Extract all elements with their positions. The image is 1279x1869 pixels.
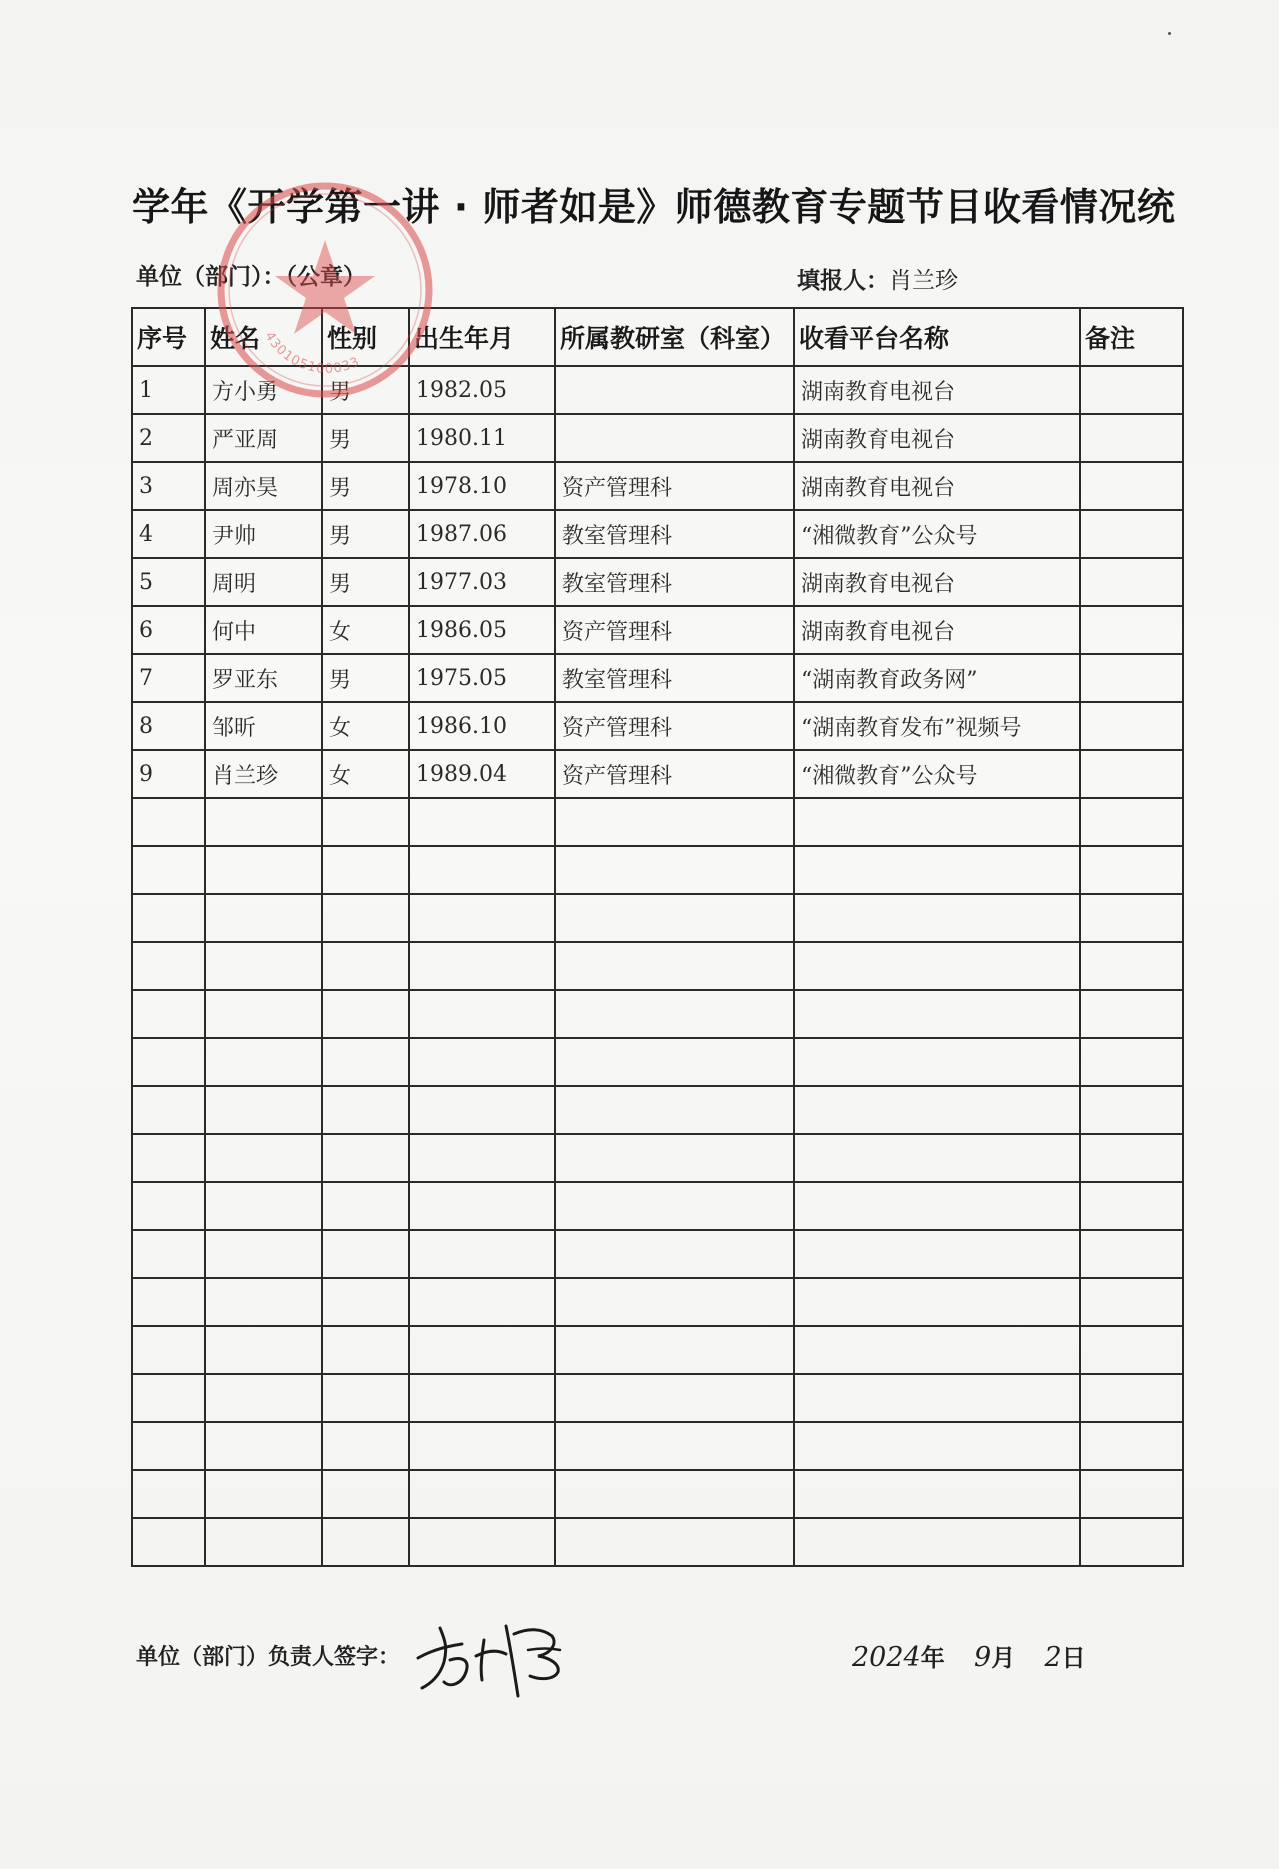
- cell-dept-empty: [555, 846, 794, 894]
- cell-note: [1080, 558, 1183, 606]
- table-row: [132, 606, 1183, 654]
- cell-dept-empty: [555, 1422, 794, 1470]
- cell-gender-empty: [322, 1518, 409, 1566]
- cell-name-empty: [205, 846, 322, 894]
- cell-name-empty: [205, 1470, 322, 1518]
- empty-table-row: [132, 1470, 1183, 1518]
- cell-name-empty: [205, 1326, 322, 1374]
- handwritten-signature: [410, 1610, 580, 1700]
- header-name: 姓名: [205, 308, 322, 366]
- table-header-row: [132, 308, 1183, 366]
- cell-birth-empty: [409, 1278, 555, 1326]
- cell-name-empty: [205, 1278, 322, 1326]
- cell-note-empty: [1080, 990, 1183, 1038]
- cell-birth-empty: [409, 990, 555, 1038]
- cell-gender: 男: [322, 654, 409, 702]
- cell-gender-empty: [322, 846, 409, 894]
- cell-name-empty: [205, 990, 322, 1038]
- cell-note: [1080, 414, 1183, 462]
- table-row: [132, 510, 1183, 558]
- header-birth: 出生年月: [409, 308, 555, 366]
- cell-no-empty: [132, 798, 205, 846]
- cell-birth-empty: [409, 1134, 555, 1182]
- empty-table-row: [132, 1134, 1183, 1182]
- cell-gender-empty: [322, 1182, 409, 1230]
- header-gender: 性别: [322, 308, 409, 366]
- cell-dept: 资产管理科: [555, 606, 794, 654]
- cell-note-empty: [1080, 1518, 1183, 1566]
- cell-birth: 1987.06: [409, 510, 555, 558]
- cell-platform-empty: [794, 1422, 1080, 1470]
- table-row: [132, 366, 1183, 414]
- cell-platform-empty: [794, 1374, 1080, 1422]
- document-title: 学年《开学第一讲 · 师者如是》师德教育专题节目收看情况统: [132, 185, 1176, 229]
- cell-no-empty: [132, 1278, 205, 1326]
- cell-platform-empty: [794, 942, 1080, 990]
- cell-platform-empty: [794, 1038, 1080, 1086]
- cell-birth-empty: [409, 1086, 555, 1134]
- cell-no-empty: [132, 1422, 205, 1470]
- cell-no: 6: [132, 606, 205, 654]
- cell-gender: 男: [322, 414, 409, 462]
- table-row: [132, 558, 1183, 606]
- cell-no-empty: [132, 1326, 205, 1374]
- viewing-roster-table: [131, 307, 1184, 1567]
- empty-table-row: [132, 942, 1183, 990]
- cell-no-empty: [132, 1038, 205, 1086]
- cell-dept-empty: [555, 1182, 794, 1230]
- cell-name: 方小勇: [205, 366, 322, 414]
- empty-table-row: [132, 1422, 1183, 1470]
- date-day: 2: [1044, 1642, 1062, 1673]
- cell-name-empty: [205, 894, 322, 942]
- cell-gender: 男: [322, 558, 409, 606]
- cell-note-empty: [1080, 1422, 1183, 1470]
- cell-birth-empty: [409, 942, 555, 990]
- cell-birth-empty: [409, 1230, 555, 1278]
- empty-table-row: [132, 990, 1183, 1038]
- cell-note-empty: [1080, 846, 1183, 894]
- empty-table-row: [132, 1182, 1183, 1230]
- cell-birth: 1978.10: [409, 462, 555, 510]
- cell-no-empty: [132, 1230, 205, 1278]
- cell-name-empty: [205, 1086, 322, 1134]
- cell-no-empty: [132, 1134, 205, 1182]
- cell-platform-empty: [794, 1518, 1080, 1566]
- empty-table-row: [132, 1038, 1183, 1086]
- cell-name-empty: [205, 1422, 322, 1470]
- cell-platform-empty: [794, 990, 1080, 1038]
- cell-birth: 1975.05: [409, 654, 555, 702]
- cell-platform-empty: [794, 1326, 1080, 1374]
- cell-no-empty: [132, 1374, 205, 1422]
- empty-table-row: [132, 1086, 1183, 1134]
- cell-name: 周亦昊: [205, 462, 322, 510]
- cell-platform-empty: [794, 1230, 1080, 1278]
- cell-gender-empty: [322, 894, 409, 942]
- cell-birth-empty: [409, 1182, 555, 1230]
- cell-note-empty: [1080, 942, 1183, 990]
- reporter-line: [797, 262, 958, 295]
- cell-no-empty: [132, 990, 205, 1038]
- cell-birth-empty: [409, 798, 555, 846]
- cell-platform: 湖南教育电视台: [794, 606, 1080, 654]
- cell-no-empty: [132, 1086, 205, 1134]
- cell-note-empty: [1080, 1182, 1183, 1230]
- cell-gender-empty: [322, 1278, 409, 1326]
- cell-gender: 男: [322, 510, 409, 558]
- cell-name-empty: [205, 1134, 322, 1182]
- cell-note-empty: [1080, 1326, 1183, 1374]
- cell-name: 周明: [205, 558, 322, 606]
- empty-table-row: [132, 846, 1183, 894]
- cell-gender-empty: [322, 990, 409, 1038]
- cell-birth: 1986.10: [409, 702, 555, 750]
- cell-platform: “湖南教育政务网”: [794, 654, 1080, 702]
- cell-no: 9: [132, 750, 205, 798]
- cell-name: 邹昕: [205, 702, 322, 750]
- cell-name-empty: [205, 1182, 322, 1230]
- cell-note-empty: [1080, 1278, 1183, 1326]
- cell-dept: [555, 366, 794, 414]
- cell-note-empty: [1080, 1374, 1183, 1422]
- empty-table-row: [132, 1326, 1183, 1374]
- cell-gender: 女: [322, 606, 409, 654]
- cell-birth-empty: [409, 894, 555, 942]
- cell-birth: 1986.05: [409, 606, 555, 654]
- cell-note: [1080, 750, 1183, 798]
- cell-platform-empty: [794, 1182, 1080, 1230]
- cell-name-empty: [205, 798, 322, 846]
- cell-platform-empty: [794, 846, 1080, 894]
- cell-note-empty: [1080, 1086, 1183, 1134]
- cell-platform: 湖南教育电视台: [794, 462, 1080, 510]
- cell-platform-empty: [794, 894, 1080, 942]
- cell-name: 罗亚东: [205, 654, 322, 702]
- cell-gender: 男: [322, 462, 409, 510]
- cell-name-empty: [205, 1518, 322, 1566]
- cell-dept: 教室管理科: [555, 558, 794, 606]
- cell-no-empty: [132, 894, 205, 942]
- table-row: [132, 414, 1183, 462]
- cell-birth-empty: [409, 1422, 555, 1470]
- cell-dept: [555, 414, 794, 462]
- date-day-unit: 日: [1061, 1644, 1086, 1672]
- cell-birth-empty: [409, 846, 555, 894]
- cell-no: 7: [132, 654, 205, 702]
- cell-gender-empty: [322, 1134, 409, 1182]
- table-row: [132, 462, 1183, 510]
- cell-gender: 男: [322, 366, 409, 414]
- empty-table-row: [132, 1518, 1183, 1566]
- cell-gender-empty: [322, 798, 409, 846]
- header-no: 序号: [132, 308, 205, 366]
- signature-label: 单位（部门）负责人签字：: [136, 1645, 401, 1670]
- cell-dept-empty: [555, 1470, 794, 1518]
- cell-platform: 湖南教育电视台: [794, 366, 1080, 414]
- cell-dept-empty: [555, 1230, 794, 1278]
- cell-note-empty: [1080, 1230, 1183, 1278]
- cell-name: 肖兰珍: [205, 750, 322, 798]
- cell-dept: 资产管理科: [555, 750, 794, 798]
- cell-name-empty: [205, 1038, 322, 1086]
- cell-gender-empty: [322, 1086, 409, 1134]
- cell-platform: “湘微教育”公众号: [794, 750, 1080, 798]
- cell-dept-empty: [555, 1086, 794, 1134]
- reporter-name: 肖兰珍: [889, 268, 958, 294]
- empty-table-row: [132, 1374, 1183, 1422]
- cell-no-empty: [132, 846, 205, 894]
- cell-birth-empty: [409, 1038, 555, 1086]
- cell-dept-empty: [555, 1038, 794, 1086]
- cell-note: [1080, 606, 1183, 654]
- cell-platform-empty: [794, 1470, 1080, 1518]
- cell-note-empty: [1080, 894, 1183, 942]
- cell-note-empty: [1080, 1038, 1183, 1086]
- cell-no: 3: [132, 462, 205, 510]
- cell-dept-empty: [555, 990, 794, 1038]
- cell-name: 何中: [205, 606, 322, 654]
- cell-platform-empty: [794, 1278, 1080, 1326]
- cell-name-empty: [205, 1374, 322, 1422]
- cell-gender-empty: [322, 1038, 409, 1086]
- cell-birth: 1980.11: [409, 414, 555, 462]
- cell-dept-empty: [555, 798, 794, 846]
- cell-no: 2: [132, 414, 205, 462]
- cell-note: [1080, 654, 1183, 702]
- cell-dept-empty: [555, 1374, 794, 1422]
- cell-gender-empty: [322, 1374, 409, 1422]
- cell-dept-empty: [555, 894, 794, 942]
- cell-birth-empty: [409, 1470, 555, 1518]
- cell-dept-empty: [555, 1518, 794, 1566]
- cell-gender-empty: [322, 1470, 409, 1518]
- reporter-label: 填报人：: [797, 268, 889, 294]
- table-row: [132, 750, 1183, 798]
- cell-platform: 湖南教育电视台: [794, 558, 1080, 606]
- header-platform: 收看平台名称: [794, 308, 1080, 366]
- cell-dept-empty: [555, 1278, 794, 1326]
- cell-birth: 1989.04: [409, 750, 555, 798]
- cell-platform: “湖南教育发布”视频号: [794, 702, 1080, 750]
- cell-birth-empty: [409, 1374, 555, 1422]
- empty-table-row: [132, 798, 1183, 846]
- cell-gender: 女: [322, 702, 409, 750]
- scan-speck: [1168, 32, 1171, 35]
- cell-note-empty: [1080, 798, 1183, 846]
- cell-name-empty: [205, 942, 322, 990]
- date-year: 2024: [852, 1642, 921, 1673]
- cell-birth-empty: [409, 1326, 555, 1374]
- empty-table-row: [132, 1278, 1183, 1326]
- cell-birth: 1982.05: [409, 366, 555, 414]
- cell-dept-empty: [555, 1326, 794, 1374]
- cell-note: [1080, 462, 1183, 510]
- cell-note: [1080, 702, 1183, 750]
- cell-no: 1: [132, 366, 205, 414]
- cell-platform-empty: [794, 798, 1080, 846]
- cell-dept: 教室管理科: [555, 654, 794, 702]
- cell-no-empty: [132, 942, 205, 990]
- cell-platform-empty: [794, 1086, 1080, 1134]
- cell-birth-empty: [409, 1518, 555, 1566]
- sign-date: [852, 1638, 1086, 1673]
- cell-name: 尹帅: [205, 510, 322, 558]
- table-row: [132, 654, 1183, 702]
- empty-table-row: [132, 894, 1183, 942]
- cell-platform: 湖南教育电视台: [794, 414, 1080, 462]
- cell-dept: 教室管理科: [555, 510, 794, 558]
- cell-gender-empty: [322, 1326, 409, 1374]
- cell-no-empty: [132, 1518, 205, 1566]
- header-dept: 所属教研室（科室）: [555, 308, 794, 366]
- cell-no-empty: [132, 1470, 205, 1518]
- cell-note-empty: [1080, 1470, 1183, 1518]
- date-year-unit: 年: [920, 1644, 945, 1672]
- table-row: [132, 702, 1183, 750]
- cell-name-empty: [205, 1230, 322, 1278]
- cell-note-empty: [1080, 1134, 1183, 1182]
- cell-dept: 资产管理科: [555, 702, 794, 750]
- cell-gender-empty: [322, 1230, 409, 1278]
- cell-dept-empty: [555, 942, 794, 990]
- cell-no: 8: [132, 702, 205, 750]
- cell-dept: 资产管理科: [555, 462, 794, 510]
- cell-platform-empty: [794, 1134, 1080, 1182]
- seal-code: 430105100033: [261, 329, 363, 377]
- cell-dept-empty: [555, 1134, 794, 1182]
- cell-no: 4: [132, 510, 205, 558]
- cell-birth: 1977.03: [409, 558, 555, 606]
- empty-table-row: [132, 1230, 1183, 1278]
- date-month-unit: 月: [991, 1644, 1016, 1672]
- cell-platform: “湘微教育”公众号: [794, 510, 1080, 558]
- cell-gender: 女: [322, 750, 409, 798]
- unit-label: 单位（部门）：（公章）: [136, 264, 366, 290]
- cell-name: 严亚周: [205, 414, 322, 462]
- cell-note: [1080, 366, 1183, 414]
- cell-no-empty: [132, 1182, 205, 1230]
- date-month: 9: [974, 1642, 992, 1673]
- cell-no: 5: [132, 558, 205, 606]
- cell-gender-empty: [322, 1422, 409, 1470]
- header-note: 备注: [1080, 308, 1183, 366]
- cell-gender-empty: [322, 942, 409, 990]
- cell-note: [1080, 510, 1183, 558]
